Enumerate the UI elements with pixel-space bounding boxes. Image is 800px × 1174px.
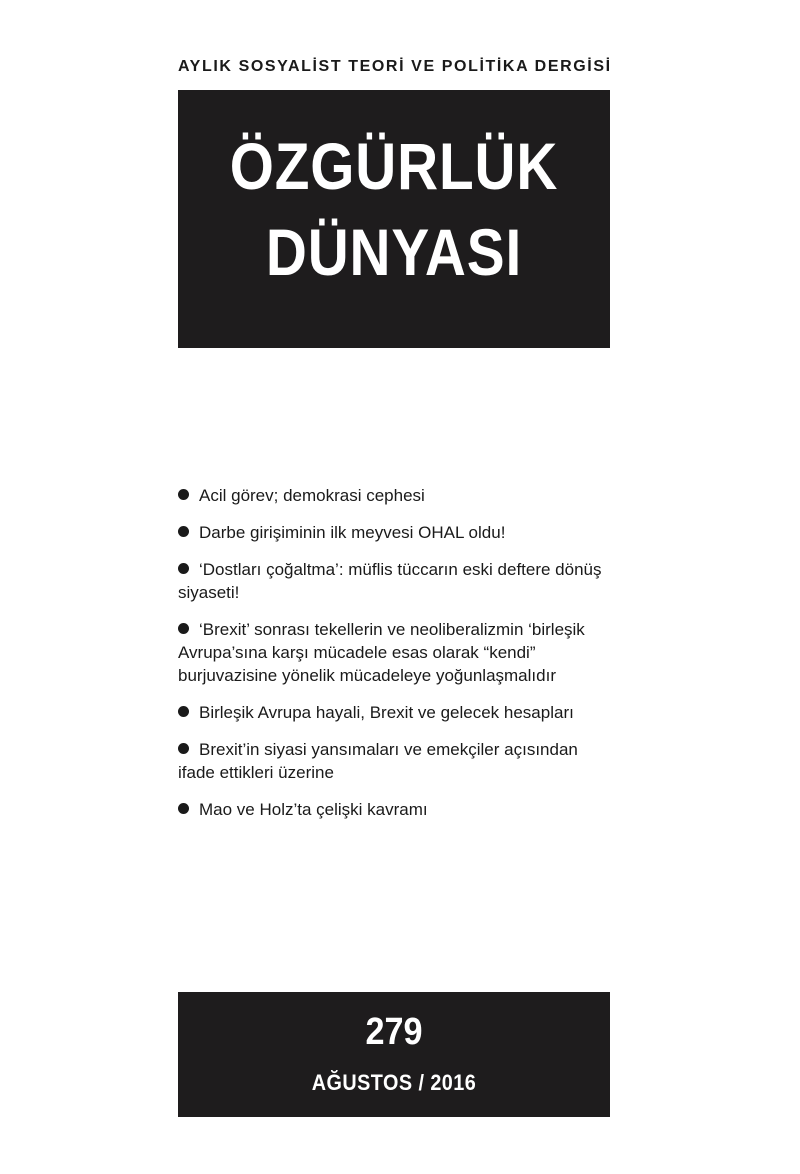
contents-item-text: Birleşik Avrupa hayali, Brexit ve gelecek hesapları — [199, 703, 574, 722]
contents-item-text: Acil görev; demokrasi cephesi — [199, 486, 425, 505]
contents-item-text: Mao ve Holz’ta çelişki kavramı — [199, 800, 428, 819]
magazine-subtitle: AYLIK SOSYALİST TEORİ VE POLİTİKA DERGİSİ — [178, 58, 612, 75]
contents-item — [178, 738, 618, 784]
magazine-title-line-2: DÜNYASI — [265, 215, 523, 289]
contents-item — [178, 558, 618, 604]
contents-item-text: Darbe girişiminin ilk meyvesi OHAL oldu! — [199, 523, 506, 542]
magazine-title-line-1: ÖZGÜRLÜK — [229, 129, 559, 203]
contents-item-text: ‘Dostları çoğaltma’: müflis tüccarın eski deftere dönüş siyaseti! — [178, 560, 602, 602]
issue-number: 279 — [365, 1011, 423, 1053]
bullet-icon — [178, 623, 189, 634]
table-of-contents — [178, 484, 618, 835]
bullet-icon — [178, 706, 189, 717]
issue-block — [178, 992, 610, 1117]
contents-item — [178, 798, 618, 821]
bullet-icon — [178, 526, 189, 537]
issue-date: AĞUSTOS / 2016 — [311, 1070, 477, 1095]
contents-item-text: Brexit’in siyasi yansımaları ve emekçiler açısından ifade ettikleri üzerine — [178, 740, 578, 782]
contents-item — [178, 618, 618, 687]
bullet-icon — [178, 803, 189, 814]
title-block — [178, 90, 610, 348]
contents-item — [178, 484, 618, 507]
bullet-icon — [178, 563, 189, 574]
bullet-icon — [178, 489, 189, 500]
contents-item-text: ‘Brexit’ sonrası tekellerin ve neoliberalizmin ‘birleşik Avrupa’sına karşı mücadele esas olarak “kendi” burjuvazisine yönelik mücadeleye yoğunlaşmalıdır — [178, 620, 585, 685]
contents-item — [178, 701, 618, 724]
bullet-icon — [178, 743, 189, 754]
contents-item — [178, 521, 618, 544]
